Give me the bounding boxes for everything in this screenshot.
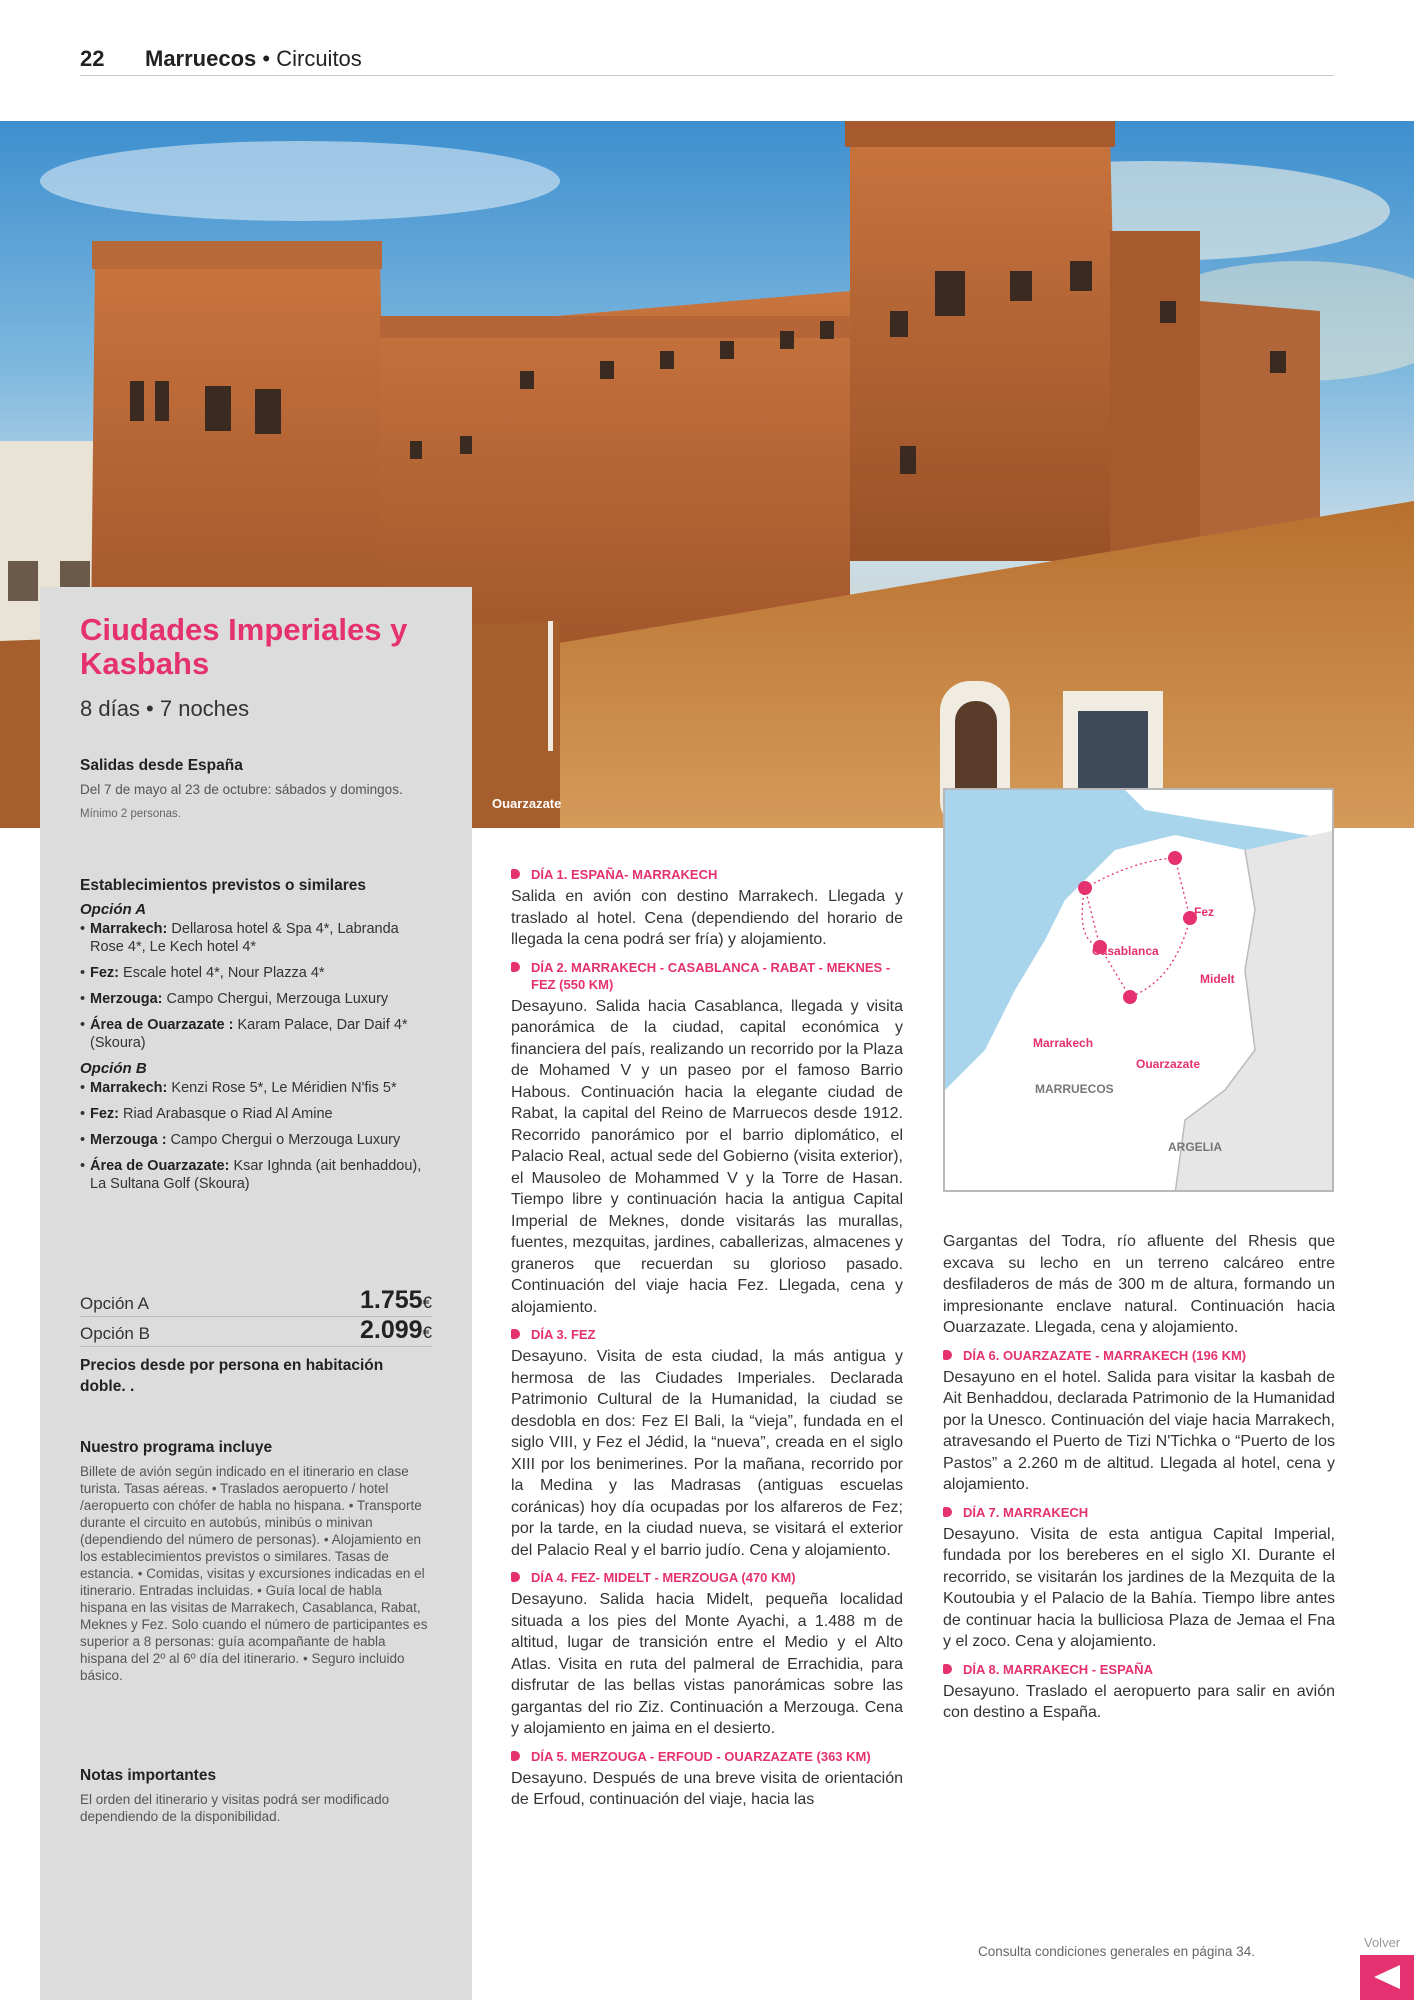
- day-title: DÍA 7. MARRAKECH: [943, 1504, 1335, 1521]
- day-text: Desayuno. Salida hacia Midelt, pequeña localidad situada a los pies del Monte Ayachi, a 1.488 m de altitud, lugar de transición entre el Medio y el Alto Atlas. Visita en ruta del palmeral de Errachidia, para disfrutar de las bellas vistas panorámicas sobre las gargantas del rio Ziz. Continuación a Merzouga. Cena y alojamiento en jaima en el desierto.: [511, 1591, 903, 1737]
- option-b-list: [80, 1079, 430, 1193]
- includes-text: Billete de avión según indicado en el itinerario en clase turista. Tasas aéreas. • Traslados aeropuerto / hotel /aeropuerto con chófer de habla no hispana. • Transporte durante el circuito en autobús, minibús o minivan (dependiendo del número de personas). • Alojamiento en los establecimientos previstos o similares. Tasas de estancia. • Comidas, visitas y excursiones indicadas en el itinerario. Entradas incluidas. • Guía local de habla hispana en las visitas de Marrakech, Casablanca, Rabat, Meknes y Fez. Solo cuando el número de participantes es superior a 8 personas: guía acompañante de habla hispana del 2º al 6º día del itinerario. • Seguro incluido básico.: [80, 1464, 428, 1683]
- day-text: Desayuno. Visita de esta ciudad, la más antigua y hermosa de las Ciudades Imperiales. Declarada Patrimonio Cultural de la Humanidad, la ciudad se desdobla en dos: Fez El Bali, la “vieja”, fundada en el siglo VIII, y Fez el Jédid, la “nueva”, creada en el siglo XIII por los benimerines. Por la mañana, recorrido por la Medina y las Madrasas (antiguas escuelas coránicas) hoy día ocupadas por los alfareros de Fez; por la tarde, en la ciudad nueva, se visitará el exterior del Palacio Real y el barrio judío. Cena y alojamiento.: [511, 1348, 903, 1559]
- itinerary-day: [943, 1504, 1335, 1653]
- day-text: Desayuno en el hotel. Salida para visitar la kasbah de Ait Benhaddou, declarada Patrimonio de la Humanidad por la Unesco. Continuación del viaje hacia Marrakech, atravesando el Puerto de Tizi N'Tichka o “Puerto de los Pastos” a 2.260 m de altitud. Llegada al hotel, cena y alojamiento.: [943, 1368, 1335, 1493]
- tour-title: Ciudades Imperiales y Kasbahs: [80, 612, 408, 681]
- hotel-item: [80, 1131, 430, 1149]
- morocco-map-shape: [945, 790, 1334, 1192]
- hotel-names: Campo Chergui o Merzouga Luxury: [166, 1132, 401, 1148]
- map-marker-casablanca: [1078, 881, 1092, 895]
- hotels-heading: Establecimientos previstos o similares: [80, 877, 367, 894]
- price-note: Precios desde por persona en habitación doble. .: [80, 1357, 384, 1395]
- hotel-item: [80, 964, 430, 982]
- map-label-fez: Fez: [1194, 905, 1215, 919]
- itinerary-day: [511, 866, 903, 951]
- hotel-city: Área de Ouarzazate :: [90, 1017, 234, 1033]
- price-currency: €: [422, 1293, 432, 1312]
- hotel-names: Campo Chergui, Merzouga Luxury: [162, 991, 389, 1007]
- photo-caption: Ouarzazate: [492, 796, 562, 811]
- back-button[interactable]: [1360, 1955, 1414, 2000]
- option-a-list: [80, 920, 430, 1052]
- includes-block: [80, 1439, 430, 1684]
- hotel-city: Fez:: [90, 965, 119, 981]
- sidebar-panel: [40, 587, 472, 2000]
- hotel-city: Marrakech:: [90, 1080, 168, 1096]
- itinerary-day: [943, 1661, 1335, 1724]
- hotel-names: Escale hotel 4*, Nour Plazza 4*: [119, 965, 325, 981]
- option-b-label: Opción B: [80, 1060, 147, 1077]
- route-map: [943, 788, 1334, 1192]
- hotel-item: [80, 1105, 430, 1123]
- price-row-option-a: [80, 1287, 432, 1317]
- day-text: Desayuno. Visita de esta antigua Capital Imperial, fundada por los bereberes en el siglo XI. Durante el recorrido, se visitarán los jardines de la Mezquita de la Koutoubia y el Palacio de la Bahía. Tiempo libre antes de continuar hacia la bulliciosa Plaza de Jemaa el Fna y el zoco. Cena y alojamiento.: [943, 1525, 1335, 1650]
- hotels-block: [80, 877, 430, 1201]
- day-title: DÍA 2. MARRAKECH - CASABLANCA - RABAT - MEKNES - FEZ (550 KM): [511, 959, 903, 993]
- notes-text: El orden del itinerario y visitas podrá ser modificado dependiendo de la disponibilidad.: [80, 1792, 390, 1824]
- hotel-names: Riad Arabasque o Riad Al Amine: [119, 1106, 333, 1122]
- day-text: Gargantas del Todra, río afluente del Rhesis que excava su lecho en un terreno calcáreo entre desfiladeros de más de 300 m de altura, formando un impresionante enclave natural. Continuación hacia Ouarzazate. Llegada, cena y alojamiento.: [943, 1233, 1335, 1336]
- section-separator: •: [256, 46, 277, 71]
- price-amount: 1.755: [359, 1286, 423, 1314]
- hotel-names: Ksar Ighnda (ait benhaddou), La Sultana Golf (Skoura): [90, 1158, 422, 1192]
- day-title: DÍA 5. MERZOUGA - ERFOUD - OUARZAZATE (363 KM): [511, 1748, 903, 1765]
- back-arrow-icon: [1372, 1963, 1402, 1991]
- hotel-names: Karam Palace, Dar Daif 4* (Skoura): [90, 1017, 408, 1051]
- hotel-item: [80, 1079, 430, 1097]
- price-label: Opción A: [80, 1294, 149, 1313]
- map-marker-fez: [1168, 851, 1182, 865]
- hotel-names: Kenzi Rose 5*, Le Méridien N'fis 5*: [167, 1080, 397, 1096]
- map-label-midelt: Midelt: [1200, 972, 1235, 986]
- hotel-item: [80, 920, 430, 956]
- map-label-algeria: ARGELIA: [1168, 1140, 1222, 1154]
- itinerary-column-1: [511, 866, 903, 1819]
- itinerary-column-2: [943, 1231, 1335, 1732]
- day-text: Desayuno. Traslado el aeropuerto para salir en avión con destino a España.: [943, 1682, 1335, 1721]
- day-title: DÍA 1. ESPAÑA- MARRAKECH: [511, 866, 903, 883]
- page-number: 22: [80, 46, 105, 71]
- price-row-option-b: [80, 1317, 432, 1347]
- notes-block: [80, 1767, 430, 1825]
- map-label-marrakech: Marrakech: [1033, 1036, 1094, 1050]
- notes-heading: Notas importantes: [80, 1767, 217, 1784]
- tour-duration: 8 días • 7 noches: [80, 696, 250, 721]
- section-title: [145, 46, 362, 72]
- hotel-item: [80, 1016, 430, 1052]
- price-value: [360, 1286, 432, 1315]
- hotel-item: [80, 990, 430, 1008]
- day-text: Desayuno. Salida hacia Casablanca, llegada y visita panorámica de la ciudad, capital económica y financiera del país, realizando un recorrido por la Plaza de Mohamed V y un paseo por el famoso Barrio Habous. Continuación hacia la elegante ciudad de Rabat, la capital del Reino de Marruecos desde 1912. Recorrido panorámico por el barrio diplomático, el Palacio Real, actual sede del Gobierno (visita exterior), el Mausoleo de Mohammed V y la Torre de Hasan. Tiempo libre y continuación hacia la antigua Capital Imperial de Meknes, donde visitarás las murallas, fuentes, mezquitas, jardines, caballerizas, almacenes y graneros que recuerdan su glorioso pasado. Continuación del viaje hacia Fez. Llegada, cena y alojamiento.: [511, 997, 903, 1316]
- itinerary-day-continued: [943, 1231, 1335, 1339]
- section-name: Marruecos: [145, 46, 257, 71]
- map-label-ouarzazate: Ouarzazate: [1136, 1057, 1201, 1071]
- option-a-label: Opción A: [80, 901, 147, 918]
- hotel-city: Merzouga :: [90, 1132, 167, 1148]
- price-currency: €: [422, 1323, 432, 1342]
- itinerary-day: [511, 959, 903, 1319]
- day-title: DÍA 4. FEZ- MIDELT - MERZOUGA (470 KM): [511, 1569, 903, 1586]
- departures-text: Del 7 de mayo al 23 de octubre: sábados y domingos.: [80, 782, 403, 797]
- departures-minimum: Mínimo 2 personas.: [80, 808, 181, 820]
- hotel-city: Marrakech:: [90, 921, 168, 937]
- subsection-name: Circuitos: [276, 46, 362, 71]
- back-label[interactable]: Volver: [1364, 1935, 1401, 1950]
- price-value: [360, 1316, 432, 1345]
- map-label-morocco: MARRUECOS: [1035, 1082, 1114, 1096]
- price-amount: 2.099: [359, 1316, 423, 1344]
- hotel-item: [80, 1157, 430, 1193]
- price-label: Opción B: [80, 1324, 150, 1343]
- day-title: DÍA 8. MARRAKECH - ESPAÑA: [943, 1661, 1335, 1678]
- departures-heading: Salidas desde España: [80, 757, 243, 774]
- day-title: DÍA 3. FEZ: [511, 1326, 903, 1343]
- hotel-city: Fez:: [90, 1106, 119, 1122]
- includes-heading: Nuestro programa incluye: [80, 1439, 273, 1456]
- departures-block: [80, 757, 430, 820]
- day-text: Desayuno. Después de una breve visita de orientación de Erfoud, continuación del viaje, hacia las: [511, 1769, 903, 1808]
- hotel-city: Merzouga:: [90, 991, 163, 1007]
- itinerary-day: [511, 1748, 903, 1811]
- map-label-casablanca: Casablanca: [1092, 944, 1159, 958]
- hotel-names: Dellarosa hotel & Spa 4*, Labranda Rose 4*, Le Kech hotel 4*: [90, 921, 399, 955]
- map-marker-ouarzazate: [1123, 990, 1137, 1004]
- itinerary-day: [943, 1347, 1335, 1496]
- page-header: [80, 44, 1334, 76]
- day-title: DÍA 6. OUARZAZATE - MARRAKECH (196 KM): [943, 1347, 1335, 1364]
- day-text: Salida en avión con destino Marrakech. Llegada y traslado al hotel. Cena (dependiendo del horario de llegada la cena podrá ser fría) y alojamiento.: [511, 888, 903, 948]
- itinerary-day: [511, 1569, 903, 1740]
- itinerary-day: [511, 1326, 903, 1561]
- footer-note: Consulta condiciones generales en página 34.: [978, 1944, 1255, 1959]
- hotel-city: Área de Ouarzazate:: [90, 1158, 230, 1174]
